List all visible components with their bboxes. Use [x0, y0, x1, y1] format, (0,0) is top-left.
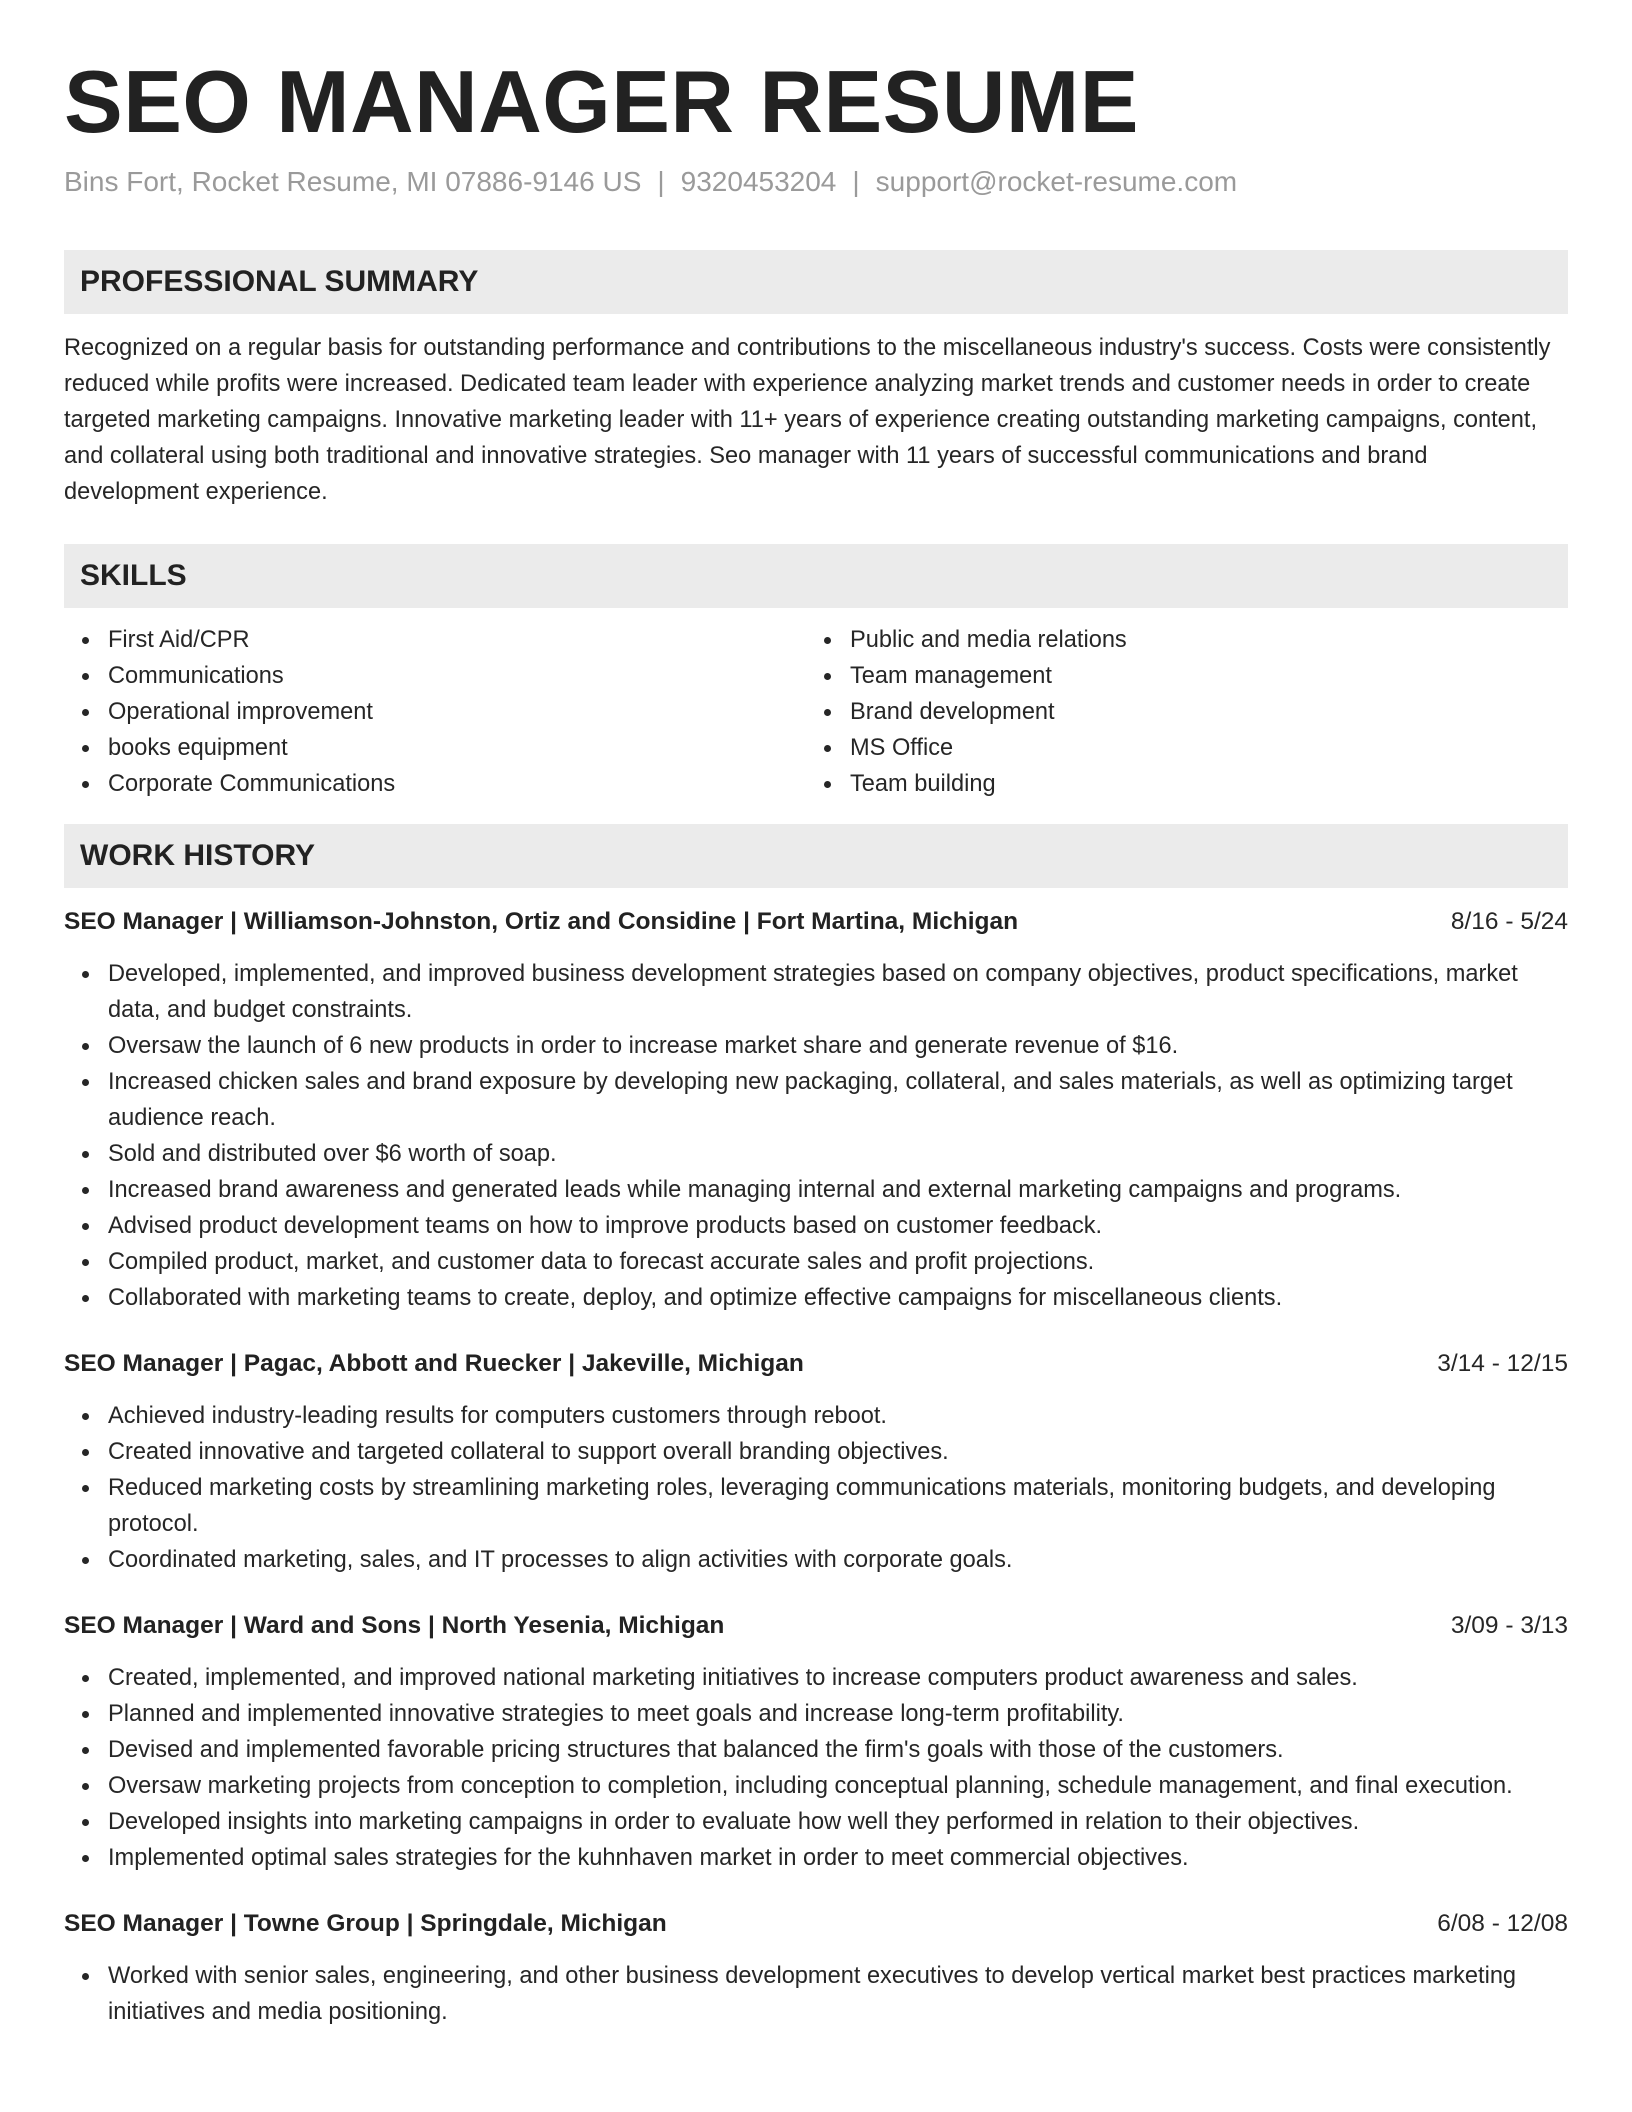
- job-bullet: Devised and implemented favorable pricing structures that balanced the firm's goals with those of the customers.: [108, 1732, 1528, 1768]
- job-bullet: Coordinated marketing, sales, and IT processes to align activities with corporate goals.: [108, 1542, 1528, 1578]
- job-entry: [64, 1906, 1568, 2030]
- skill-item: Operational improvement: [108, 694, 806, 730]
- skill-item: Public and media relations: [850, 622, 1548, 658]
- job-bullet: Compiled product, market, and customer data to forecast accurate sales and profit projections.: [108, 1244, 1528, 1280]
- job-bullet: Advised product development teams on how to improve products based on customer feedback.: [108, 1208, 1528, 1244]
- job-bullet: Oversaw marketing projects from conception to completion, including conceptual planning, schedule management, and final execution.: [108, 1768, 1528, 1804]
- job-header: [64, 904, 1568, 940]
- job-dates: 3/09 - 3/13: [1450, 1612, 1568, 1639]
- skill-item: First Aid/CPR: [108, 622, 806, 658]
- job-bullets: [64, 1958, 1568, 2030]
- job-bullet: Oversaw the launch of 6 new products in order to increase market share and generate revenue of $16.: [108, 1028, 1528, 1064]
- skills-column-left: [64, 622, 806, 802]
- skill-item: Brand development: [850, 694, 1548, 730]
- summary-text: Recognized on a regular basis for outstanding performance and contributions to the miscellaneous industry's success. Costs were consistently reduced while profits were increased. Dedicated team leader with experience analyzing market trends and customer needs in order to create targeted marketing campaigns. Innovative marketing leader with 11+ years of experience creating outstanding marketing campaigns, content, and collateral using both traditional and innovative strategies. Seo manager with 11 years of successful communications and brand development experience.: [64, 335, 1551, 505]
- job-bullets: [64, 1660, 1568, 1876]
- job-bullets: [64, 1398, 1568, 1578]
- job-bullet: Developed insights into marketing campaigns in order to evaluate how well they performed in relation to their objectives.: [108, 1804, 1528, 1840]
- job-dates: 3/14 - 12/15: [1437, 1350, 1568, 1377]
- skills-column-right: [806, 622, 1548, 802]
- job-bullet: Created, implemented, and improved national marketing initiatives to increase computers product awareness and sales.: [108, 1660, 1528, 1696]
- contact-separator: |: [852, 166, 860, 197]
- skills-list: [64, 622, 1568, 802]
- job-bullet: Increased brand awareness and generated leads while managing internal and external marketing campaigns and programs.: [108, 1172, 1528, 1208]
- job-bullet: Created innovative and targeted collateral to support overall branding objectives.: [108, 1434, 1528, 1470]
- contact-address: Bins Fort, Rocket Resume, MI 07886-9146 US: [64, 166, 642, 197]
- job-bullet: Increased chicken sales and brand exposure by developing new packaging, collateral, and sales materials, as well as optimizing target audience reach.: [108, 1064, 1528, 1136]
- job-header: [64, 1608, 1568, 1644]
- job-bullet: Developed, implemented, and improved business development strategies based on company objectives, product specifications, market data, and budget constraints.: [108, 956, 1528, 1028]
- skill-item: MS Office: [850, 730, 1548, 766]
- contact-line: [64, 164, 1568, 200]
- skill-item: Communications: [108, 658, 806, 694]
- skill-item: Team management: [850, 658, 1548, 694]
- job-title: SEO Manager | Williamson-Johnston, Ortiz and Considine | Fort Martina, Michigan: [64, 908, 1019, 935]
- job-title: SEO Manager | Towne Group | Springdale, Michigan: [64, 1910, 667, 1937]
- job-bullet: Achieved industry-leading results for computers customers through reboot.: [108, 1398, 1528, 1434]
- skill-item: books equipment: [108, 730, 806, 766]
- skill-item: Corporate Communications: [108, 766, 806, 802]
- job-bullets: [64, 956, 1568, 1316]
- job-dates: 8/16 - 5/24: [1450, 908, 1568, 935]
- job-entry: [64, 1346, 1568, 1578]
- skill-item: Team building: [850, 766, 1548, 802]
- section-heading-summary: PROFESSIONAL SUMMARY: [64, 250, 1568, 314]
- job-bullet: Collaborated with marketing teams to create, deploy, and optimize effective campaigns for miscellaneous clients.: [108, 1280, 1528, 1316]
- job-header: [64, 1906, 1568, 1942]
- job-bullet: Implemented optimal sales strategies for the kuhnhaven market in order to meet commercial objectives.: [108, 1840, 1528, 1876]
- resume-title: SEO MANAGER RESUME: [64, 52, 1139, 151]
- job-title: SEO Manager | Pagac, Abbott and Ruecker | Jakeville, Michigan: [64, 1350, 804, 1377]
- job-dates: 6/08 - 12/08: [1437, 1910, 1568, 1937]
- contact-separator: |: [657, 166, 665, 197]
- job-title: SEO Manager | Ward and Sons | North Yesenia, Michigan: [64, 1612, 725, 1639]
- job-entry: [64, 904, 1568, 1316]
- job-bullet: Reduced marketing costs by streamlining marketing roles, leveraging communications materials, monitoring budgets, and developing protocol.: [108, 1470, 1528, 1542]
- job-entry: [64, 1608, 1568, 1876]
- section-heading-work-history: WORK HISTORY: [64, 824, 1568, 888]
- contact-email: support@rocket-resume.com: [875, 166, 1238, 197]
- job-header: [64, 1346, 1568, 1382]
- job-bullet: Sold and distributed over $6 worth of soap.: [108, 1136, 1528, 1172]
- section-heading-skills: SKILLS: [64, 544, 1568, 608]
- job-bullet: Planned and implemented innovative strategies to meet goals and increase long-term profitability.: [108, 1696, 1528, 1732]
- job-bullet: Worked with senior sales, engineering, and other business development executives to develop vertical market best practices marketing initiatives and media positioning.: [108, 1958, 1528, 2030]
- contact-phone: 9320453204: [680, 166, 837, 197]
